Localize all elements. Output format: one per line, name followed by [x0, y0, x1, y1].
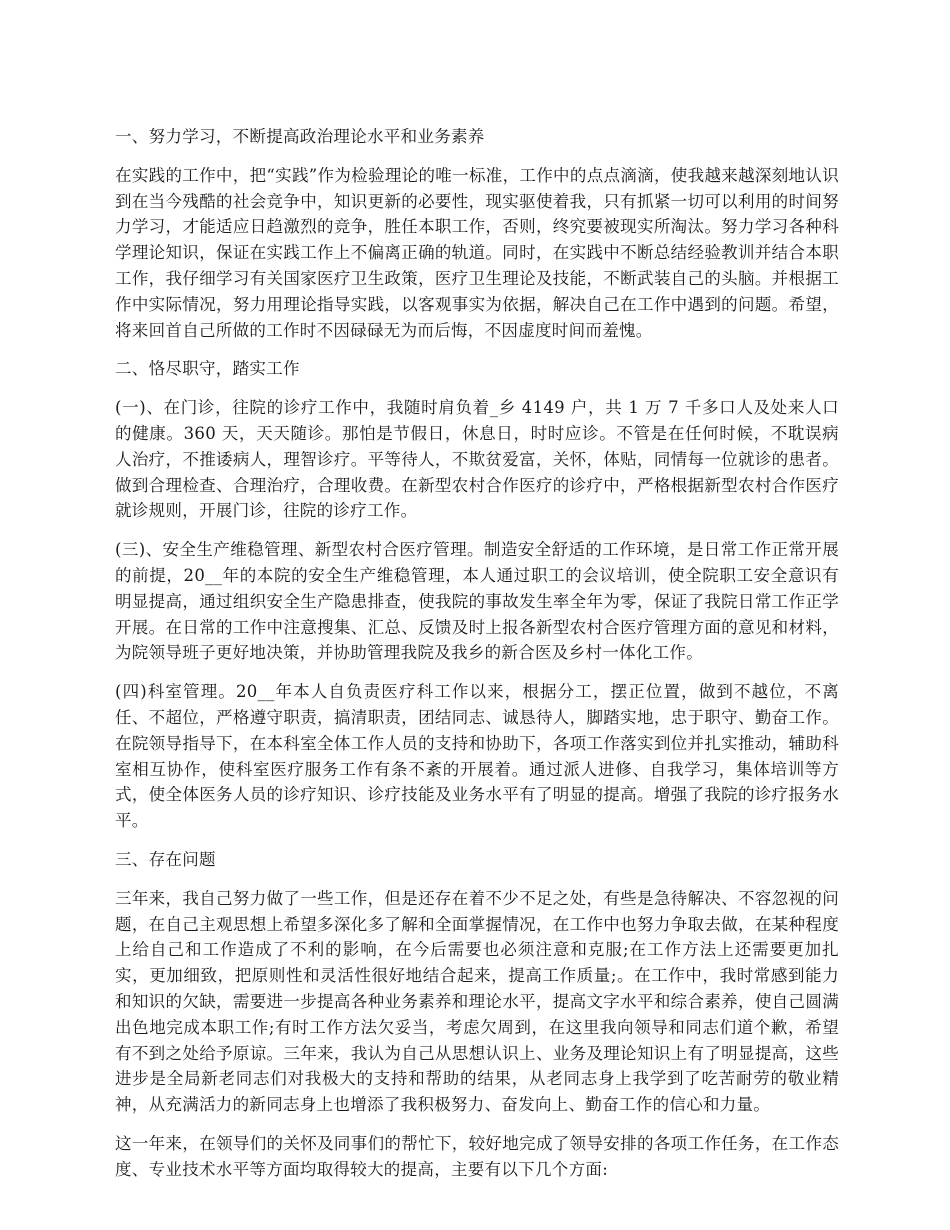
paragraph-summary: 这一年来，在领导们的关怀及同事们的帮忙下，较好地完成了领导安排的各项工作任务，在工作态度、专业技术水平等方面均取得较大的提高，主要有以下几个方面: [115, 1133, 839, 1179]
paragraph-safety-management: (三)、安全生产维稳管理、新型农村合医疗管理。制造安全舒适的工作环境，是日常工作正常开展的前提，20__年的本院的安全生产维稳管理，本人通过职工的会议培训，使全院职工安全意识有明显提高，通过组织安全生产隐患排查，使我院的事故发生率全年为零，保证了我院日常工作正学开展。在日常的工作中注意搜集、汇总、反馈及时上报各新型农村合医疗管理方面的意见和材料，为院领导班子更好地决策，并协助管理我院及我乡的新合医及乡村一体化工作。 [115, 540, 839, 663]
paragraph-study: 在实践的工作中，把“实践”作为检验理论的唯一标准，工作中的点点滴滴，使我越来越深刻地认识到在当今残酷的社会竞争中，知识更新的必要性，现实驱使着我，只有抓紧一切可以利用的时间努力学习，才能适应日趋激烈的竞争，胜任本职工作，否则，终究要被现实所淘汰。努力学习各种科学理论知识，保证在实践工作上不偏离正确的轨道。同时，在实践中不断总结经验教训并结合本职工作，我仔细学习有关国家医疗卫生政策，医疗卫生理论及技能，不断武装自己的头脑。并根据工作中实际情况，努力用理论指导实践，以客观事实为依据，解决自己在工作中遇到的问题。希望，将来回首自己所做的工作时不因碌碌无为而后悔，不因虚度时间而羞愧。 [115, 165, 839, 340]
paragraph-department-management: (四)科室管理。20__年本人自负责医疗科工作以来，根据分工，摆正位置，做到不越位，不离任、不超位，严格遵守职责，搞清职责，团结同志、诚恳待人，脚踏实地，忠于职守、勤奋工作。在院领导指导下，在本科室全体工作人员的支持和协助下，各项工作落实到位并扎实推动，辅助科室相互协作，使科室医疗服务工作有条不紊的开展着。通过派人进修、自我学习，集体培训等方式，使全体医务人员的诊疗知识、诊疗技能及业务水平有了明显的提高。增强了我院的诊疗报务水平。 [115, 682, 839, 831]
section-heading-problems: 三、存在问题 [115, 849, 216, 869]
paragraph-outpatient: (一)、在门诊，往院的诊疗工作中，我随时肩负着_乡 4149 户，共 1 万 7 千多口人及处来人口的健康。360 天，天天随诊。那怕是节假日，休息日，时时应诊。不管是在任何时候，不耽误病人治疗，不推诿病人，理智诊疗。平等待人，不欺贫爱富，关怀，体贴，同情每一位就诊的患者。做到合理检查、合理治疗，合理收费。在新型农村合作医疗的诊疗中，严格根据新型农村合作医疗就诊规则，开展门诊，往院的诊疗工作。 [115, 398, 839, 521]
section-heading-duty: 二、恪尽职守，踏实工作 [115, 359, 300, 379]
paragraph-problems: 三年来，我自己努力做了一些工作，但是还存在着不少不足之处，有些是急待解决、不容忽视的问题，在自己主观思想上希望多深化多了解和全面掌握情况，在工作中也努力争取去做，在某种程度上给自己和工作造成了不利的影响，在今后需要也必须注意和克服;在工作方法上还需要更加扎实，更加细致，把原则性和灵活性很好地结合起来，提高工作质量;。在工作中，我时常感到能力和知识的欠缺，需要进一步提高各种业务素养和理论水平，提高文字水平和综合素养，使自己圆满出色地完成本职工作;有时工作方法欠妥当，考虑欠周到，在这里我向领导和同志们道个歉，希望有不到之处给予原谅。三年来，我认为自己从思想认识上、业务及理论知识上有了明显提高，这些进步是全局新老同志们对我极大的支持和帮助的结果，从老同志身上我学到了吃苦耐劳的敬业精神，从充满活力的新同志身上也增添了我积极努力、奋发向上、勤奋工作的信心和力量。 [115, 888, 839, 1115]
section-heading-study: 一、努力学习，不断提高政治理论水平和业务素养 [115, 127, 485, 146]
